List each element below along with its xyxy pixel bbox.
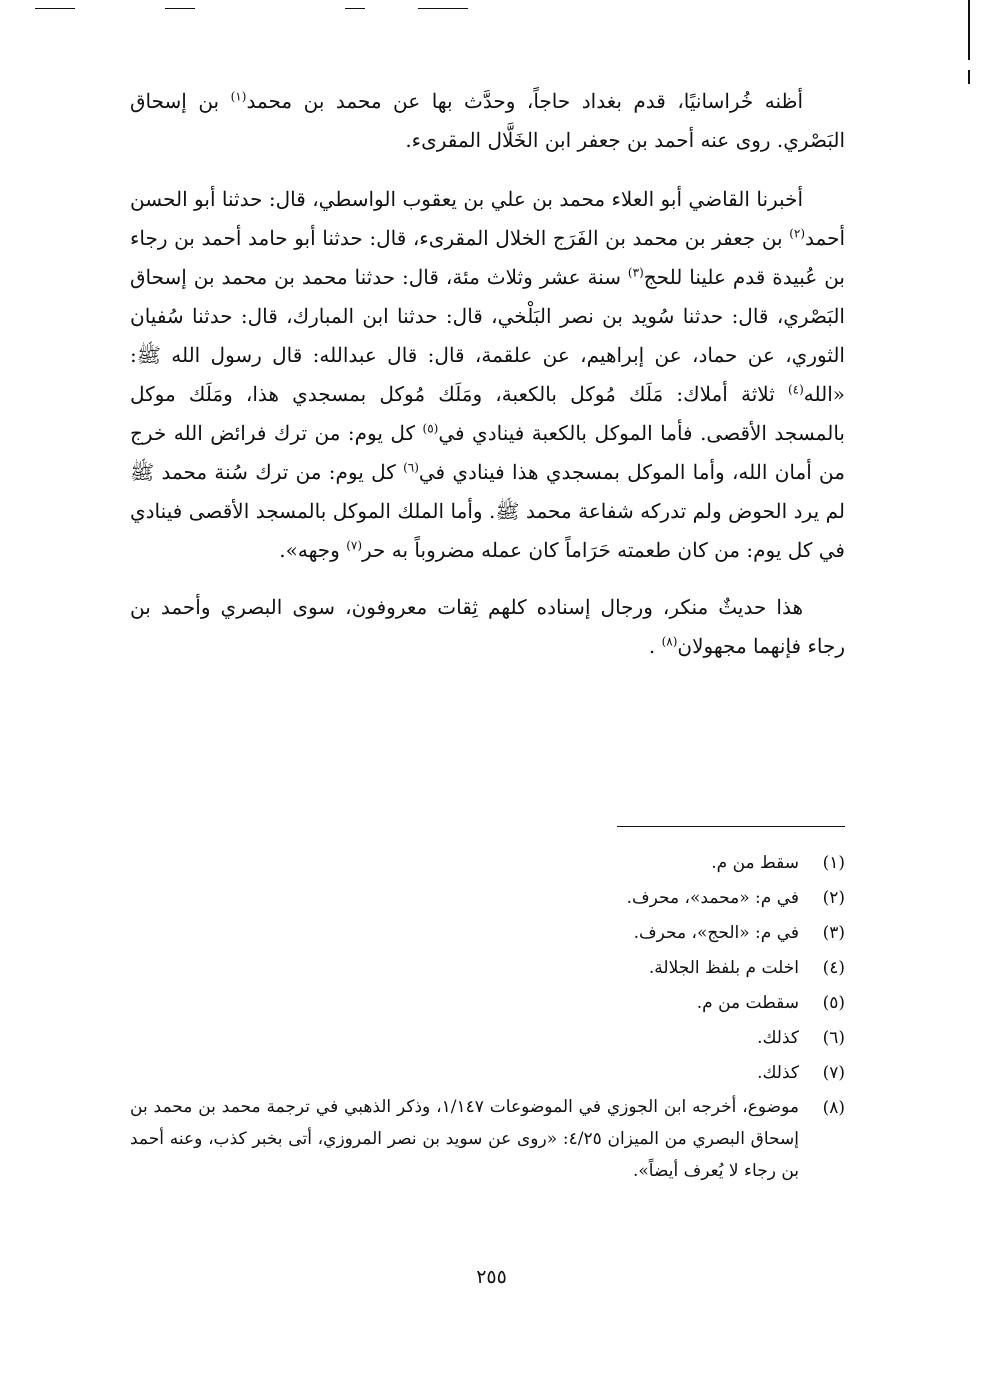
footnote-number: (٢) xyxy=(822,888,845,908)
paragraph-commentary xyxy=(130,588,845,666)
footnote-text: سقط من م. xyxy=(711,853,799,873)
footnote-ref: (٣) xyxy=(627,265,644,280)
footnote-number: (٤) xyxy=(822,958,845,978)
text-segment: كل يوم: من ترك فرائض الله خرج من أمان الله، وأما الموكل بمسجدي هذا فينادي في xyxy=(130,421,845,484)
footnote-text: موضوع، أخرجه ابن الجوزي في الموضوعات ١/١٤٧، وذكر الذهبي في ترجمة محمد بن محمد بن إسحاق البصري من الميزان ٤/٢٥: «روى عن سويد بن نصر المروزي، أتى بخبر كذب، وعنه أحمد بن رجاء لا يُعرف أيضاً». xyxy=(130,1097,799,1181)
footnote-item xyxy=(130,1091,845,1187)
scan-mark-top-center-2 xyxy=(345,8,365,9)
paragraph-hadith xyxy=(130,180,845,570)
scan-mark-top-center-1 xyxy=(165,8,195,9)
footnote-item xyxy=(130,846,845,881)
scan-mark-right-edge xyxy=(968,0,970,60)
footnote-text: في م: «محمد»، محرف. xyxy=(626,888,799,908)
footnote-item xyxy=(130,916,845,951)
text-segment: بن إسحاق البَصْري. روى عنه أحمد بن جعفر ابن الخَلَّال المقرىء. xyxy=(130,89,845,152)
text-segment: بن جعفر بن محمد بن الفَرَج الخلال المقرىء، قال: حدثنا أبو حامد أحمد بن رجاء بن عُبيدة قدم علينا للحج xyxy=(130,226,846,289)
footnote-text: سقطت من م. xyxy=(696,993,799,1013)
text-segment: وجهه». xyxy=(279,538,347,562)
text-segment: كل يوم: من ترك سُنة محمد ﷺ لم يرد الحوض ولم تدركه شفاعة محمد ﷺ. وأما الملك الموكل بالمسجد الأقصى فينادي في كل يوم: من كان طعمته حَرَاماً كان عمله مضروباً به حر xyxy=(130,460,845,562)
footnote-number: (١) xyxy=(822,853,845,873)
page-number: ٢٥٥ xyxy=(476,1266,507,1288)
text-segment: . xyxy=(648,634,662,658)
footnote-number: (٦) xyxy=(822,1028,845,1048)
text-segment: سنة عشر وثلاث مئة، قال: حدثنا محمد بن محمد بن إسحاق البَصْري، قال: حدثنا سُويد بن نصر البَلْخي، قال: حدثنا ابن المبارك، قال: حدثنا سُفيان الثوري، عن حماد، عن إبراهيم، عن علقمة، قال: قال عبدالله: قال رسول الله ﷺ: «الله xyxy=(130,265,845,406)
scan-mark-top-left xyxy=(35,8,75,9)
footnote-text: كذلك. xyxy=(757,1063,799,1083)
text-segment: أظنه خُراسانيًا، قدم بغداد حاجاً، وحدَّث بها عن محمد بن محمد xyxy=(246,89,804,113)
main-text xyxy=(130,82,845,684)
footnote-text: كذلك. xyxy=(757,1028,799,1048)
footnote-ref: (١) xyxy=(230,89,247,104)
footnote-ref: (٨) xyxy=(661,634,678,649)
footnote-item xyxy=(130,1021,845,1056)
footnote-text: اخلت م بلفظ الجلالة. xyxy=(648,958,799,978)
footnote-item xyxy=(130,881,845,916)
footnote-number: (٥) xyxy=(822,993,845,1013)
footnote-ref: (٦) xyxy=(403,460,419,475)
footnotes xyxy=(130,846,845,1187)
scan-mark-right-tick xyxy=(968,70,970,84)
footnote-number: (٣) xyxy=(822,923,845,943)
footnote-number: (٧) xyxy=(822,1063,845,1083)
footnote-item xyxy=(130,951,845,986)
footnote-number: (٨) xyxy=(822,1098,845,1118)
footnote-separator xyxy=(617,826,845,827)
footnote-text: في م: «الحج»، محرف. xyxy=(633,923,799,943)
footnote-ref: (٢) xyxy=(789,226,806,241)
scan-mark-top-right xyxy=(418,8,468,9)
footnote-ref: (٤) xyxy=(787,382,804,397)
footnote-item xyxy=(130,1056,845,1091)
paragraph-intro xyxy=(130,82,845,160)
text-segment: هذا حديثٌ منكر، ورجال إسناده كلهم ثِقات معروفون، سوى البصري وأحمد بن رجاء فإنهما مجهولان xyxy=(130,595,845,658)
footnote-ref: (٥) xyxy=(422,421,439,436)
text-segment: أخبرنا القاضي أبو العلاء محمد بن علي بن يعقوب الواسطي، قال: حدثنا أبو الحسن أحمد xyxy=(130,187,845,250)
footnote-item xyxy=(130,986,845,1021)
footnote-ref: (٧) xyxy=(346,538,363,553)
text-segment: ثلاثة أملاك: مَلَك مُوكل بالكعبة، ومَلَك مُوكل بمسجدي هذا، ومَلَك موكل بالمسجد الأقصى. فأما الموكل بالكعبة فينادي في xyxy=(130,382,845,445)
